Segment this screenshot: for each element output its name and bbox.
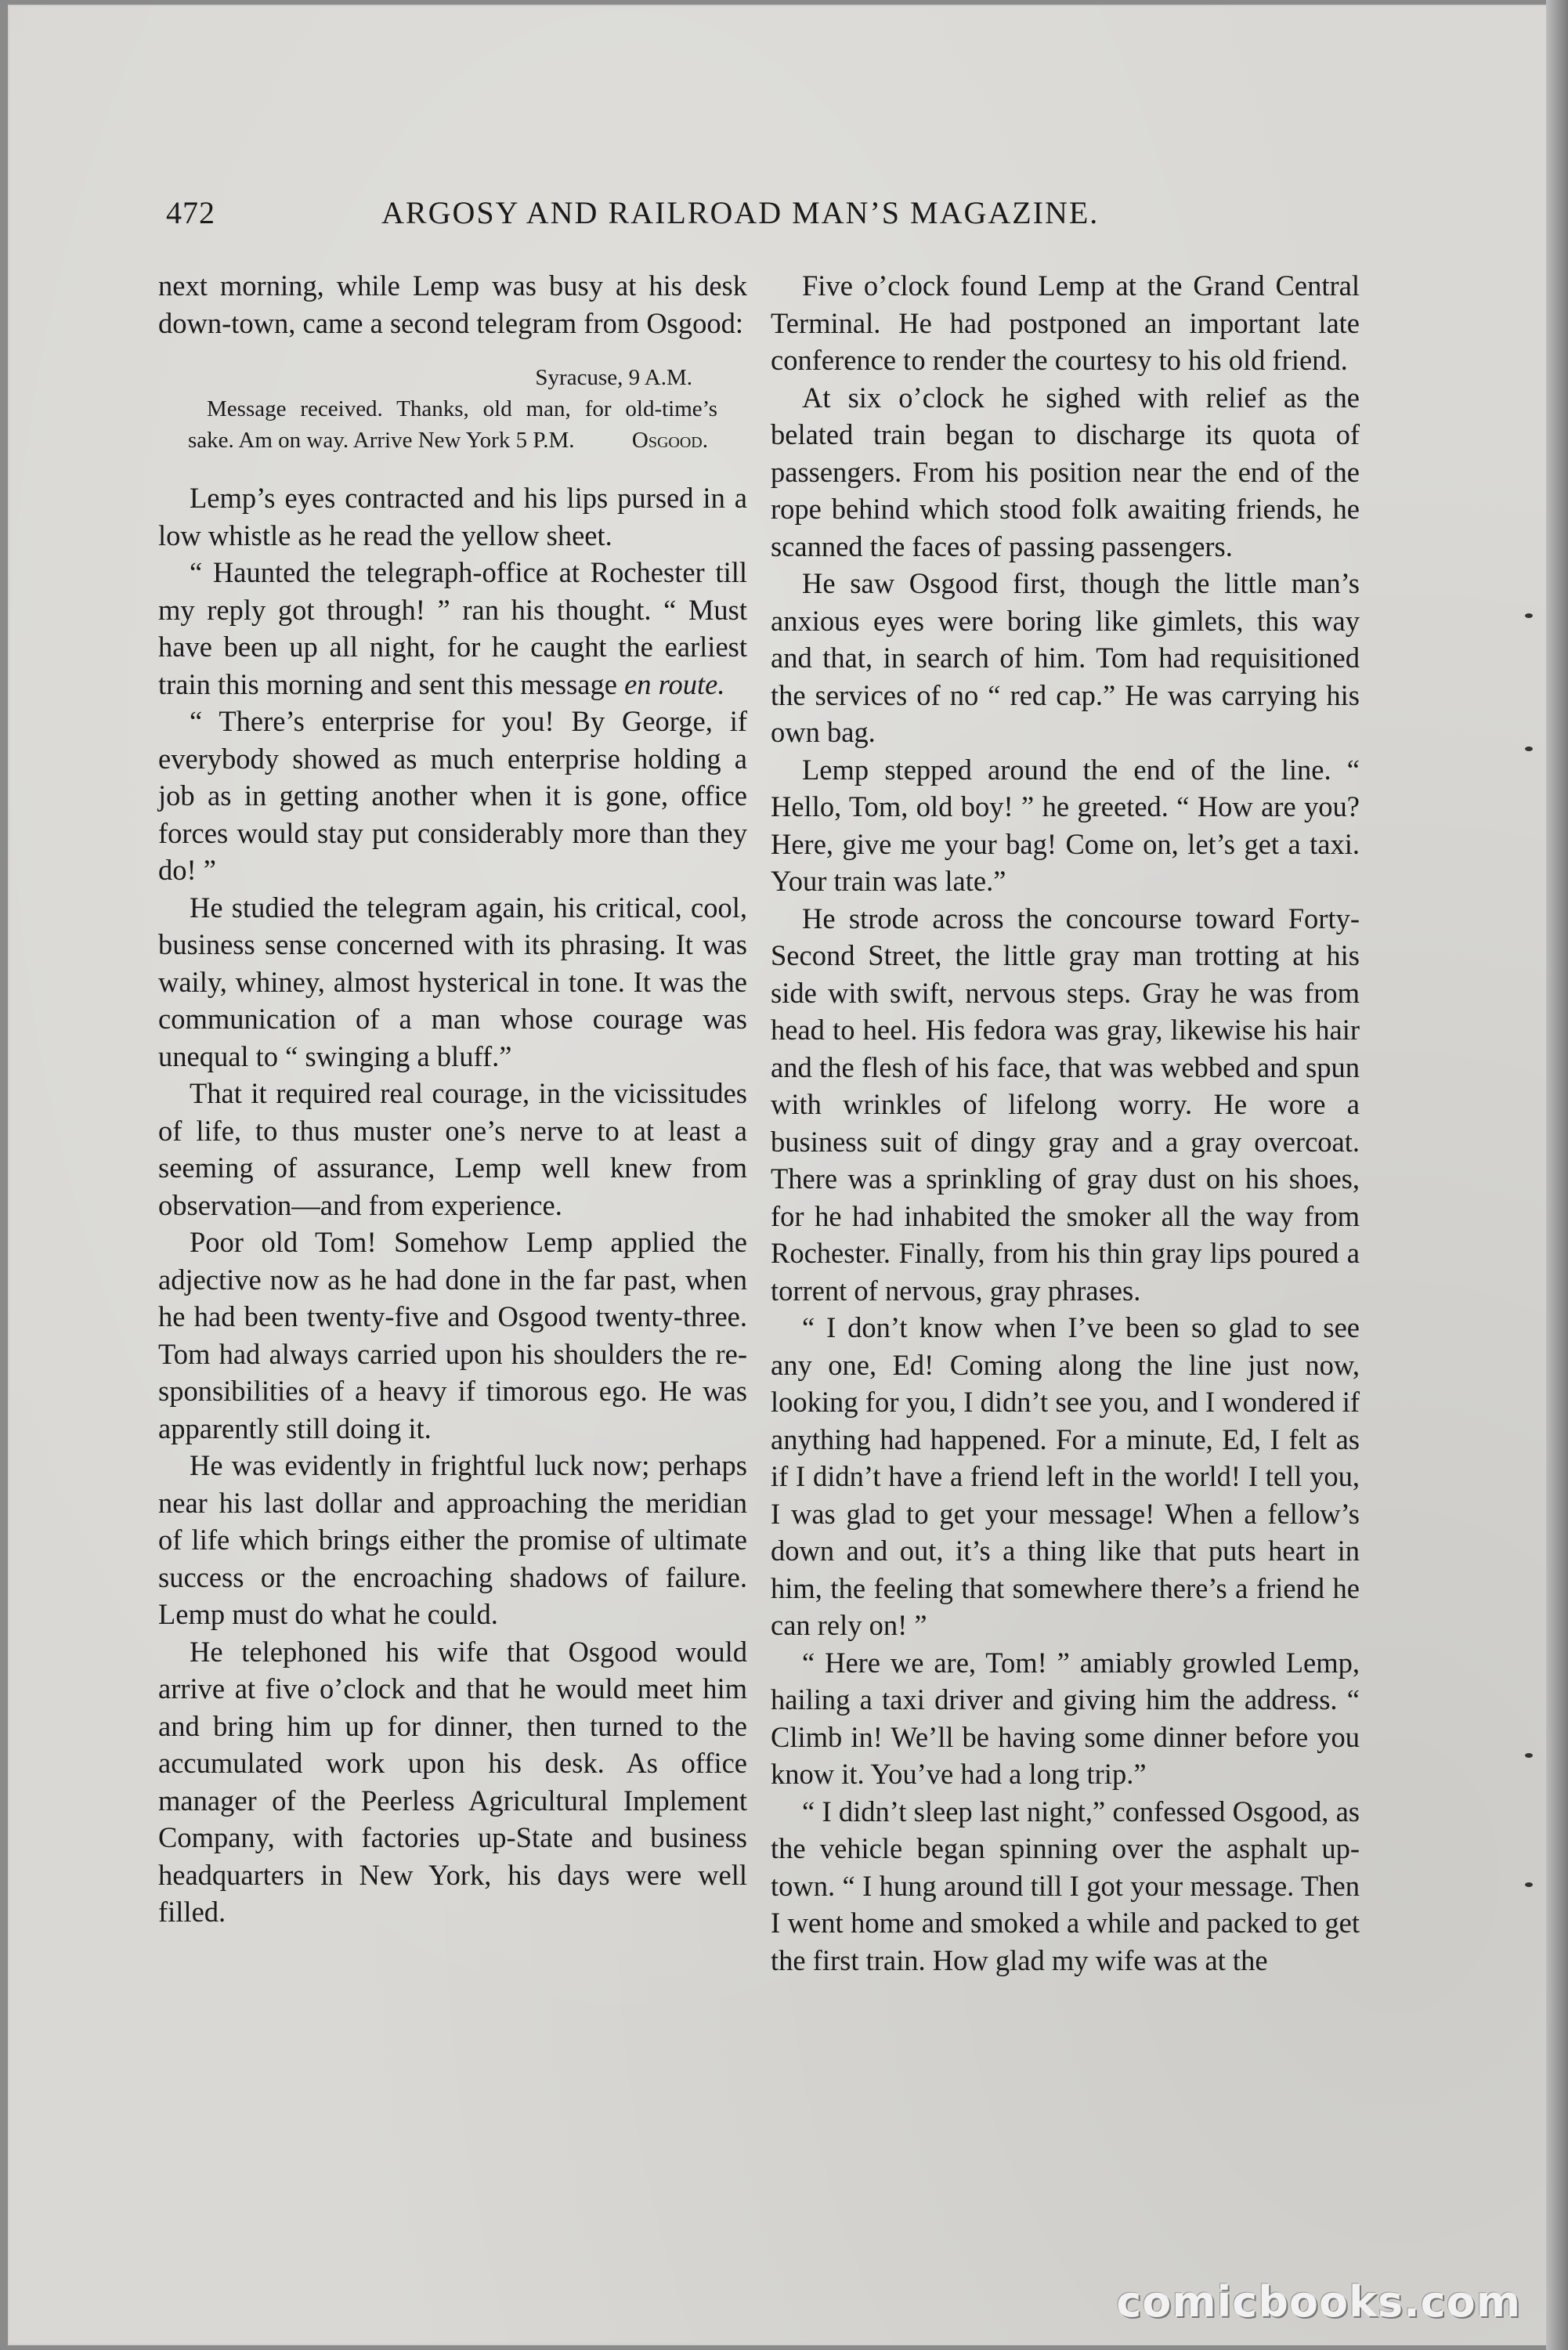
telegram-quote (188, 362, 717, 456)
paragraph: “ I don’t know when I’ve been so glad to see any one, Ed! Coming along the line just now, looking for you, I didn’t see you, and I wondered if anything had happened. For a minute, Ed, I felt as if I didn’t have a friend left in the world! I tell you, I was glad to get your message! When a fellow’s down and out, it’s a thing like that puts heart in him, the feeling that somewhere there’s a friend he can rely on! ” (771, 1311, 1360, 1641)
paragraph: He telephoned his wife that Osgood would arrive at five o’clock and that he would meet him and bring him up for dinner, then turned to the accumulated work upon his desk. As office manager of the Peerless Agricultural Implement Company, with factories up-State and business headquarters in New York, his days were well filled. (158, 1635, 747, 1928)
watermark: comicbooks.com (1116, 2277, 1521, 2326)
paragraph: Five o’clock found Lemp at the Grand Central Terminal. He had postponed an important late conference to render the courtesy to his old friend. (771, 269, 1360, 376)
page-header (158, 194, 1380, 249)
paragraph: “ There’s enterprise for you! By George, if everybody showed as much enterprise holding a job as in getting another when it is gone, office forces would stay put considerably more than they do! ” (158, 705, 747, 886)
telegram-body (188, 393, 717, 456)
page-edge-shadow (1546, 0, 1568, 2350)
right-column (771, 267, 1360, 1979)
paragraph: He strode across the concourse toward Forty-Second Street, the little gray man trotting at his side with swift, nervous steps. Gray he was from head to heel. His fedora was gray, likewise his hair and the flesh of his face, that was webbed and spun with wrinkles of lifelong worry. He wore a business suit of dingy gray and a gray overcoat. There was a sprinkling of gray dust on his shoes, for he had inhabited the smoker all the way from Rochester. Finally, from his thin gray lips poured a torrent of nervous, gray phrases. (771, 902, 1360, 1307)
paper-speck (1525, 1882, 1533, 1887)
paragraph: He studied the telegram again, his critical, cool, business sense concerned with its phrasing. It was waily, whiney, almost hysterical in tone. It was the communication of a man whose courage was unequal to “ swinging a bluff.” (158, 891, 747, 1072)
paragraph: Poor old Tom! Somehow Lemp applied the adjective now as he had done in the far past, when he had been twenty-five and Osgood twenty-three. Tom had always carried upon his shoulders the responsibilities of a heavy if timorous ego. He was apparently still doing it. (158, 1226, 747, 1444)
paper-speck (1525, 747, 1533, 751)
left-column (158, 267, 747, 1931)
running-head: ARGOSY AND RAILROAD MAN’S MAGAZINE. (381, 195, 1100, 230)
paragraph: He was evidently in frightful luck now; perhaps near his last dollar and approaching the meridian of life which brings either the promise of ultimate success or the encroaching shadows of failure. Lemp must do what he could. (158, 1449, 747, 1630)
telegram-text: Message received. Thanks, old man, for old-time’s sake. Am on way. Arrive New York 5 P.M. (188, 396, 717, 453)
paragraph: He saw Osgood first, though the little man’s anxious eyes were boring like gimlets, this way and that, in search of him. Tom had requisitioned the services of no “ red cap.” He was carrying his own bag. (771, 567, 1360, 748)
paragraph: That it required real courage, in the vicissitudes of life, to thus muster one’s nerve to at least a seeming of assurance, Lemp well knew from observation—and from experience. (158, 1077, 747, 1221)
paper-speck (1525, 613, 1533, 618)
page-number: 472 (166, 195, 215, 230)
telegram-signature: Osgood. (631, 428, 708, 453)
paragraph-text: “ Haunted the telegraph-office at Rochester till my reply got through! ” ran his thought. “ Must have been up all night, for he caught the earliest train this morning and sent this message (158, 556, 747, 700)
telegram-place-time: Syracuse, 9 A.M. (535, 365, 692, 390)
paragraph: Lemp stepped around the end of the line. “ Hello, Tom, old boy! ” he greeted. “ How are you? Here, give me your bag! Come on, let’s get a taxi. Your train was late.” (771, 753, 1360, 897)
paragraph: “ I didn’t sleep last night,” confessed Osgood, as the vehicle began spinning over the asphalt up-town. “ I hung around till I got your message. Then I went home and smoked a while and packed to get the first train. How glad my wife was at the (771, 1795, 1360, 1976)
paragraph: At six o’clock he sighed with relief as the belated train began to discharge its quota of passengers. From his position near the end of the rope behind which stood folk awaiting friends, he scanned the faces of passing passengers. (771, 381, 1360, 562)
paragraph: next morning, while Lemp was busy at his desk down-town, came a second telegram from Osgood: (158, 269, 747, 339)
paragraph: “ Here we are, Tom! ” amiably growled Lemp, hailing a taxi driver and giving him the address. “ Climb in! We’ll be having some dinner before you know it. You’ve had a long trip.” (771, 1646, 1360, 1790)
paper-speck (1525, 1753, 1533, 1758)
paragraph (158, 554, 747, 703)
italic-phrase: en route. (624, 667, 725, 700)
magazine-page (9, 6, 1551, 2344)
paragraph: Lemp’s eyes contracted and his lips pursed in a low whistle as he read the yellow sheet. (158, 482, 747, 551)
